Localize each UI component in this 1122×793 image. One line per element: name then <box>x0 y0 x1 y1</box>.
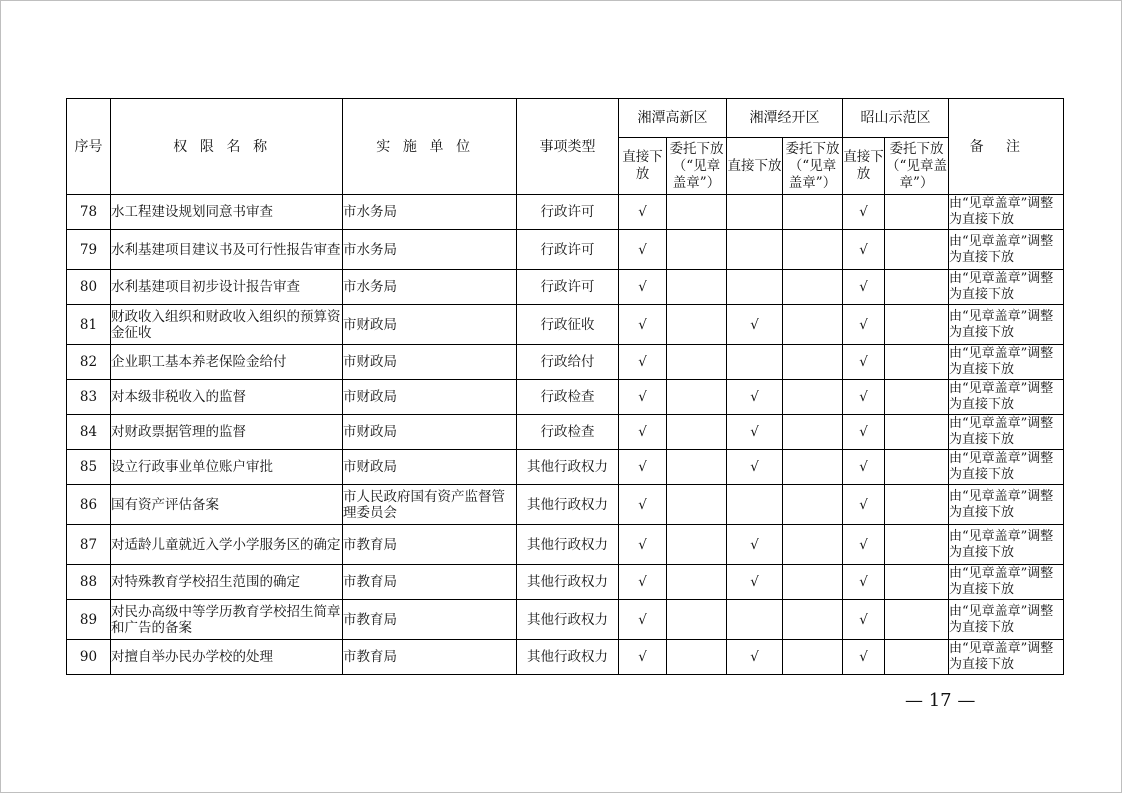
empty-cell <box>667 195 727 230</box>
table-row <box>67 485 1064 525</box>
implementing-unit: 市水务局 <box>343 195 517 230</box>
table-row <box>67 380 1064 415</box>
header-name: 权限名称 <box>111 99 343 195</box>
empty-cell <box>885 485 949 525</box>
power-name: 企业职工基本养老保险金给付 <box>111 345 343 380</box>
empty-cell <box>667 450 727 485</box>
row-number: 90 <box>67 640 111 675</box>
power-name: 水工程建设规划同意书审查 <box>111 195 343 230</box>
row-number: 80 <box>67 270 111 305</box>
empty-cell <box>667 600 727 640</box>
check-mark: √ <box>619 485 667 525</box>
matter-type: 行政许可 <box>517 230 619 270</box>
empty-cell <box>667 270 727 305</box>
table-row <box>67 600 1064 640</box>
empty-cell <box>885 415 949 450</box>
empty-cell <box>783 230 843 270</box>
matter-type: 其他行政权力 <box>517 525 619 565</box>
header-direct: 直接下放 <box>727 138 783 195</box>
empty-cell <box>783 345 843 380</box>
check-mark: √ <box>619 565 667 600</box>
table-row <box>67 270 1064 305</box>
check-mark: √ <box>843 525 885 565</box>
check-mark: √ <box>727 450 783 485</box>
implementing-unit: 市水务局 <box>343 270 517 305</box>
matter-type: 其他行政权力 <box>517 565 619 600</box>
check-mark: √ <box>843 380 885 415</box>
matter-type: 其他行政权力 <box>517 640 619 675</box>
power-name: 对民办高级中等学历教育学校招生简章和广告的备案 <box>111 600 343 640</box>
check-mark: √ <box>727 640 783 675</box>
matter-type: 其他行政权力 <box>517 450 619 485</box>
implementing-unit: 市财政局 <box>343 345 517 380</box>
implementing-unit: 市人民政府国有资产监督管理委员会 <box>343 485 517 525</box>
matter-type: 其他行政权力 <box>517 485 619 525</box>
check-mark: √ <box>843 230 885 270</box>
row-number: 83 <box>67 380 111 415</box>
remark: 由“见章盖章”调整为直接下放 <box>949 640 1064 675</box>
header-direct: 直接下放 <box>619 138 667 195</box>
remark: 由“见章盖章”调整为直接下放 <box>949 565 1064 600</box>
empty-cell <box>783 640 843 675</box>
remark: 由“见章盖章”调整为直接下放 <box>949 450 1064 485</box>
empty-cell <box>783 525 843 565</box>
row-number: 88 <box>67 565 111 600</box>
row-number: 86 <box>67 485 111 525</box>
remark: 由“见章盖章”调整为直接下放 <box>949 230 1064 270</box>
check-mark: √ <box>727 415 783 450</box>
remark: 由“见章盖章”调整为直接下放 <box>949 305 1064 345</box>
empty-cell <box>783 450 843 485</box>
matter-type: 行政给付 <box>517 345 619 380</box>
implementing-unit: 市教育局 <box>343 565 517 600</box>
row-number: 81 <box>67 305 111 345</box>
check-mark: √ <box>843 305 885 345</box>
empty-cell <box>783 380 843 415</box>
header-zone-jingkai: 湘潭经开区 <box>727 99 843 138</box>
implementing-unit: 市教育局 <box>343 600 517 640</box>
empty-cell <box>667 305 727 345</box>
empty-cell <box>727 345 783 380</box>
remark: 由“见章盖章”调整为直接下放 <box>949 270 1064 305</box>
row-number: 87 <box>67 525 111 565</box>
row-number: 85 <box>67 450 111 485</box>
remark: 由“见章盖章”调整为直接下放 <box>949 415 1064 450</box>
implementing-unit: 市教育局 <box>343 640 517 675</box>
check-mark: √ <box>727 525 783 565</box>
check-mark: √ <box>619 345 667 380</box>
empty-cell <box>885 565 949 600</box>
power-name: 对特殊教育学校招生范围的确定 <box>111 565 343 600</box>
empty-cell <box>885 640 949 675</box>
remark: 由“见章盖章”调整为直接下放 <box>949 485 1064 525</box>
check-mark: √ <box>843 415 885 450</box>
empty-cell <box>885 230 949 270</box>
empty-cell <box>783 485 843 525</box>
power-name: 对财政票据管理的监督 <box>111 415 343 450</box>
empty-cell <box>667 565 727 600</box>
matter-type: 行政征收 <box>517 305 619 345</box>
remark: 由“见章盖章”调整为直接下放 <box>949 525 1064 565</box>
implementing-unit: 市财政局 <box>343 305 517 345</box>
empty-cell <box>783 565 843 600</box>
check-mark: √ <box>619 525 667 565</box>
check-mark: √ <box>619 450 667 485</box>
header-zone-zhaoshan: 昭山示范区 <box>843 99 949 138</box>
check-mark: √ <box>619 230 667 270</box>
check-mark: √ <box>619 640 667 675</box>
implementing-unit: 市财政局 <box>343 380 517 415</box>
empty-cell <box>885 450 949 485</box>
empty-cell <box>783 305 843 345</box>
check-mark: √ <box>619 195 667 230</box>
remark: 由“见章盖章”调整为直接下放 <box>949 345 1064 380</box>
check-mark: √ <box>843 195 885 230</box>
empty-cell <box>885 380 949 415</box>
empty-cell <box>783 195 843 230</box>
empty-cell <box>783 270 843 305</box>
empty-cell <box>727 600 783 640</box>
check-mark: √ <box>619 270 667 305</box>
header-type: 事项类型 <box>517 99 619 195</box>
table-body <box>67 195 1064 675</box>
table-row <box>67 415 1064 450</box>
empty-cell <box>667 230 727 270</box>
empty-cell <box>885 305 949 345</box>
empty-cell <box>783 415 843 450</box>
implementing-unit: 市水务局 <box>343 230 517 270</box>
table-row <box>67 525 1064 565</box>
empty-cell <box>783 600 843 640</box>
matter-type: 行政许可 <box>517 195 619 230</box>
header-entrust: 委托下放（“见章盖章”） <box>885 138 949 195</box>
check-mark: √ <box>843 485 885 525</box>
remark: 由“见章盖章”调整为直接下放 <box>949 380 1064 415</box>
check-mark: √ <box>843 450 885 485</box>
check-mark: √ <box>727 380 783 415</box>
empty-cell <box>667 640 727 675</box>
page-number: — 17 — <box>905 690 976 711</box>
header-seq: 序号 <box>67 99 111 195</box>
empty-cell <box>727 230 783 270</box>
row-number: 79 <box>67 230 111 270</box>
delegation-table <box>66 98 1064 675</box>
check-mark: √ <box>843 600 885 640</box>
empty-cell <box>667 345 727 380</box>
table-row <box>67 345 1064 380</box>
empty-cell <box>885 195 949 230</box>
check-mark: √ <box>843 270 885 305</box>
check-mark: √ <box>843 640 885 675</box>
table-row <box>67 195 1064 230</box>
header-remark: 备注 <box>949 99 1064 195</box>
check-mark: √ <box>843 345 885 380</box>
header-direct: 直接下放 <box>843 138 885 195</box>
empty-cell <box>885 345 949 380</box>
power-name: 对本级非税收入的监督 <box>111 380 343 415</box>
check-mark: √ <box>619 380 667 415</box>
table-row <box>67 450 1064 485</box>
remark: 由“见章盖章”调整为直接下放 <box>949 600 1064 640</box>
empty-cell <box>667 485 727 525</box>
table-row <box>67 305 1064 345</box>
implementing-unit: 市财政局 <box>343 450 517 485</box>
empty-cell <box>727 195 783 230</box>
matter-type: 其他行政权力 <box>517 600 619 640</box>
table-row <box>67 230 1064 270</box>
empty-cell <box>885 600 949 640</box>
row-number: 84 <box>67 415 111 450</box>
header-zone-gaoxin: 湘潭高新区 <box>619 99 727 138</box>
table-row <box>67 640 1064 675</box>
empty-cell <box>885 270 949 305</box>
check-mark: √ <box>843 565 885 600</box>
table-row <box>67 565 1064 600</box>
matter-type: 行政检查 <box>517 380 619 415</box>
power-name: 对适龄儿童就近入学小学服务区的确定 <box>111 525 343 565</box>
check-mark: √ <box>619 415 667 450</box>
empty-cell <box>885 525 949 565</box>
header-entrust: 委托下放（“见章盖章”） <box>667 138 727 195</box>
remark: 由“见章盖章”调整为直接下放 <box>949 195 1064 230</box>
power-name: 财政收入组织和财政收入组织的预算资金征收 <box>111 305 343 345</box>
implementing-unit: 市财政局 <box>343 415 517 450</box>
row-number: 82 <box>67 345 111 380</box>
table-header <box>67 99 1064 195</box>
row-number: 89 <box>67 600 111 640</box>
matter-type: 行政检查 <box>517 415 619 450</box>
empty-cell <box>667 380 727 415</box>
check-mark: √ <box>619 305 667 345</box>
check-mark: √ <box>619 600 667 640</box>
row-number: 78 <box>67 195 111 230</box>
power-name: 对擅自举办民办学校的处理 <box>111 640 343 675</box>
header-entrust: 委托下放（“见章盖章”） <box>783 138 843 195</box>
matter-type: 行政许可 <box>517 270 619 305</box>
header-unit: 实施单位 <box>343 99 517 195</box>
implementing-unit: 市教育局 <box>343 525 517 565</box>
empty-cell <box>667 415 727 450</box>
power-name: 国有资产评估备案 <box>111 485 343 525</box>
check-mark: √ <box>727 305 783 345</box>
empty-cell <box>727 270 783 305</box>
power-name: 水利基建项目建议书及可行性报告审查 <box>111 230 343 270</box>
power-name: 水利基建项目初步设计报告审查 <box>111 270 343 305</box>
empty-cell <box>727 485 783 525</box>
power-name: 设立行政事业单位账户审批 <box>111 450 343 485</box>
check-mark: √ <box>727 565 783 600</box>
empty-cell <box>667 525 727 565</box>
